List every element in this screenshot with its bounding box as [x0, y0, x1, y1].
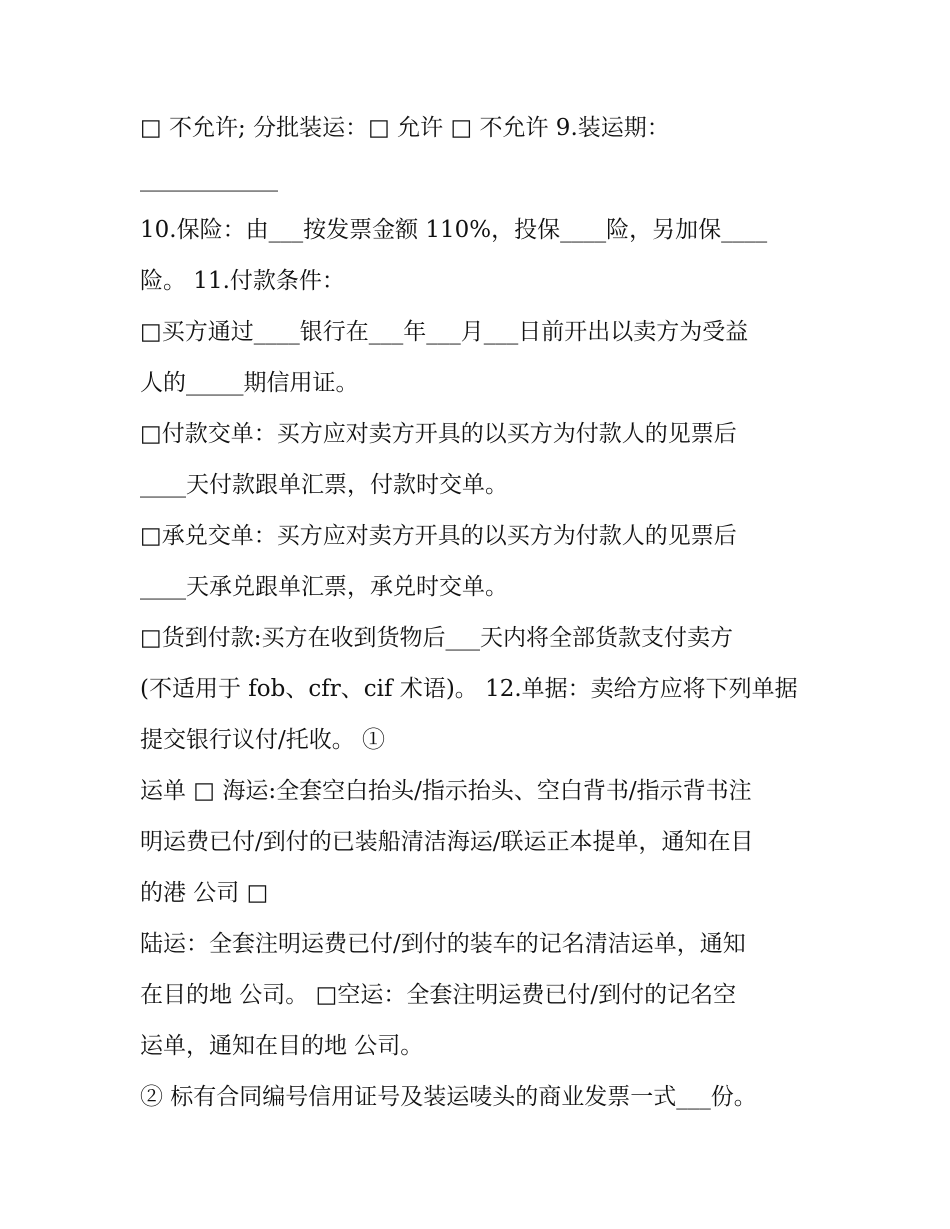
text-line: 10.保险：由___按发票金额 110%，投保____险，另加保____	[140, 217, 768, 243]
text-line: 险。 11.付款条件：	[140, 268, 345, 294]
text-line: ____________	[140, 166, 278, 192]
text-line: □ 不允许; 分批装运：□ 允许 □ 不允许 9.装运期：	[140, 115, 670, 141]
contract-text-block	[140, 103, 830, 1123]
text-line: 运单 □ 海运:全套空白抬头/指示抬头、空白背书/指示背书注	[140, 778, 752, 804]
text-line: 运单，通知在目的地 公司。	[140, 1033, 424, 1059]
text-line: 的港 公司 □	[140, 880, 269, 906]
text-line: 明运费已付/到付的已装船清洁海运/联运正本提单，通知在目	[140, 829, 754, 855]
text-line: □付款交单：买方应对卖方开具的以买方为付款人的见票后	[140, 421, 737, 447]
text-line: ____天付款跟单汇票，付款时交单。	[140, 472, 508, 498]
text-line: 人的_____期信用证。	[140, 370, 359, 396]
text-line: □买方通过____银行在___年___月___日前开出以卖方为受益	[140, 319, 749, 345]
text-line: ② 标有合同编号信用证号及装运唛头的商业发票一式___份。	[140, 1084, 757, 1110]
text-line: 陆运：全套注明运费已付/到付的装车的记名清洁运单，通知	[140, 931, 746, 957]
text-line: 提交银行议付/托收。 ①	[140, 727, 386, 753]
text-line: (不适用于 fob、cfr、cif 术语)。 12.单据：卖给方应将下列单据	[140, 676, 798, 702]
text-line: 在目的地 公司。 □空运：全套注明运费已付/到付的记名空	[140, 982, 737, 1008]
text-line: □货到付款:买方在收到货物后___天内将全部货款支付卖方	[140, 625, 733, 651]
text-line: □承兑交单：买方应对卖方开具的以买方为付款人的见票后	[140, 523, 737, 549]
text-line: ____天承兑跟单汇票，承兑时交单。	[140, 574, 508, 600]
